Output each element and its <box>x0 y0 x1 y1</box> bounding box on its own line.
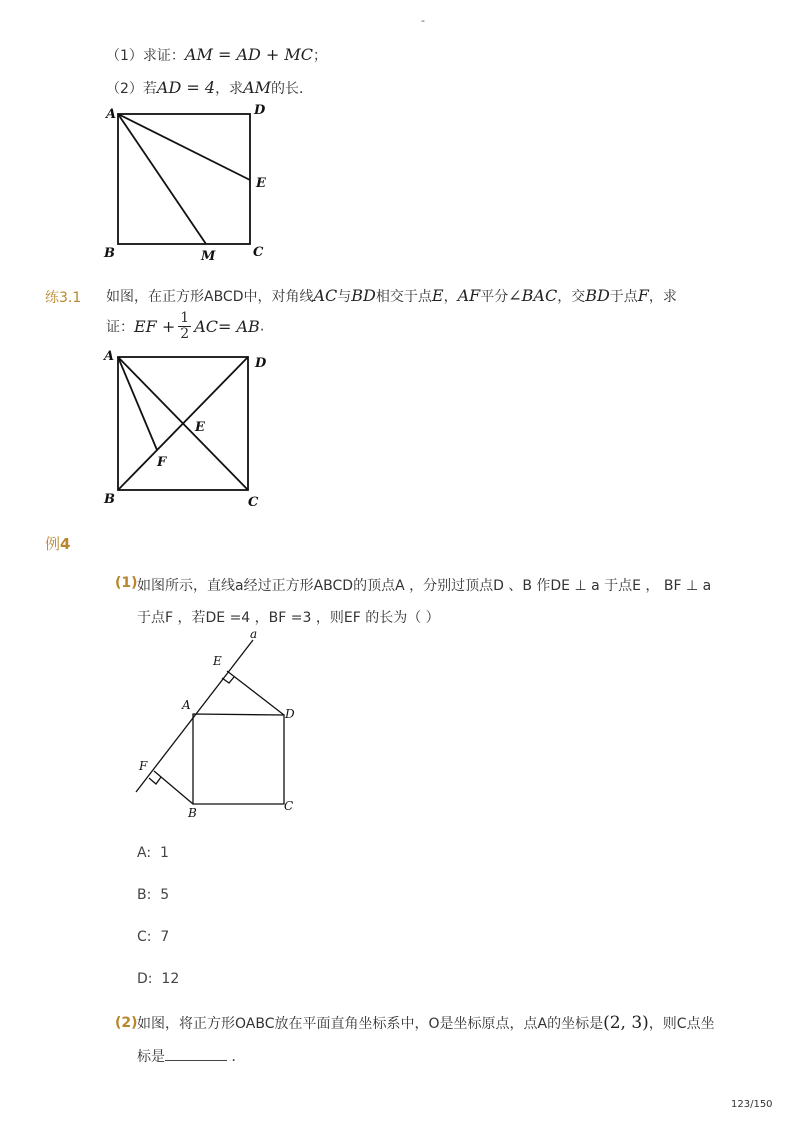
segment-am <box>118 114 206 244</box>
p2-text-1: 证： <box>106 319 134 336</box>
label-a: A <box>106 107 117 122</box>
label-c-2: C <box>248 495 259 510</box>
practice-line-1 <box>106 286 677 306</box>
option-b-value: 5 <box>160 887 170 903</box>
option-c-value: 7 <box>160 929 170 945</box>
option-d-key: D: <box>137 971 153 987</box>
segment-bf <box>154 771 193 804</box>
label-line-a: a <box>250 627 258 641</box>
example-label <box>45 533 70 554</box>
p2-math-2: AC= AB <box>194 317 260 336</box>
label-b: B <box>104 246 115 261</box>
q2-math-1: AD = 4 <box>156 78 216 97</box>
label-b-2: B <box>104 492 115 507</box>
fraction-one-half <box>178 311 191 342</box>
option-a-value: 1 <box>159 845 169 861</box>
label-a-3: A <box>182 698 191 712</box>
option-b[interactable] <box>137 887 169 903</box>
q2-line-1-text: 如图，将正方形OABC放在平面直角坐标系中，O是坐标原点，点A的坐标是 <box>137 1016 604 1032</box>
q2-line-2 <box>137 1046 245 1066</box>
p-math-4: AF <box>457 286 481 305</box>
p-text-2: 与 <box>337 289 352 305</box>
label-f-2: F <box>157 455 167 470</box>
p2-math-1: EF + <box>134 317 176 336</box>
line-a <box>136 640 253 792</box>
label-d-3: D <box>285 707 295 721</box>
q1-prefix: （1）求证： <box>106 48 185 64</box>
practice-line-2 <box>106 311 264 342</box>
option-d-value: 12 <box>161 971 180 987</box>
p-text-8: ，求 <box>648 289 677 305</box>
p-text-5: 平分 <box>480 289 509 305</box>
p-text-4: ， <box>443 289 458 305</box>
q2-coordinate: (2, 3) <box>603 1013 649 1033</box>
label-e: E <box>256 176 266 191</box>
header-mark: - <box>421 14 425 27</box>
p-math-5: ∠BAC <box>508 286 558 305</box>
label-c: C <box>253 245 264 260</box>
p-text-7: 于点 <box>609 289 638 305</box>
p-math-1: AC <box>313 286 338 305</box>
q2-line-1-end: ，则C点坐 <box>648 1016 715 1032</box>
example-label-num: 4 <box>60 535 71 553</box>
label-b-3: B <box>188 806 197 820</box>
segment-de <box>227 671 284 715</box>
q1-line-1: 如图所示，直线a经过正方形ABCD的顶点A ，分别过顶点D 、B 作DE ⊥ a 于点E ， BF ⊥ a <box>137 578 712 594</box>
practice-label: 练3.1 <box>45 290 82 306</box>
q1-suffix: ； <box>313 48 328 64</box>
label-f-3: F <box>139 759 148 773</box>
q2-math-2: AM <box>243 78 271 97</box>
p-math-6: BD <box>585 286 610 305</box>
figure-square-diagonals <box>118 357 248 490</box>
p-math-7: F <box>637 286 649 305</box>
q2-mid: ，求 <box>215 81 244 97</box>
label-e-2: E <box>195 420 205 435</box>
square-abcd <box>118 114 250 244</box>
p-math-3: E <box>431 286 444 305</box>
square-abcd-3 <box>193 714 284 804</box>
option-b-key: B: <box>137 887 152 903</box>
option-c-key: C: <box>137 929 152 945</box>
right-angle-f <box>149 777 161 784</box>
p2-text-2: . <box>259 318 265 335</box>
page-number: 123/150 <box>731 1099 773 1110</box>
p-math-2: BD <box>351 286 376 305</box>
answer-blank[interactable] <box>165 1048 227 1061</box>
q2-line-1 <box>137 1013 715 1033</box>
p-text-1: 如图，在正方形ABCD中，对角线 <box>106 289 314 305</box>
q2-prefix: （2）若 <box>106 81 157 97</box>
q2-line-2-end: ． <box>231 1049 246 1065</box>
label-m: M <box>201 249 216 264</box>
q1-line-2: 于点F ，若DE =4 ，BF =3 ，则EF 的长为（ ） <box>137 610 440 626</box>
fraction-numerator: 1 <box>180 310 190 326</box>
fraction-denominator: 2 <box>180 326 190 342</box>
p-text-3: 相交于点 <box>375 289 432 305</box>
figure-line-square <box>136 640 284 804</box>
q2-suffix: 的长． <box>271 81 313 97</box>
label-a-2: A <box>104 349 115 364</box>
label-d-2: D <box>255 356 267 371</box>
option-a-key: A: <box>137 845 152 861</box>
option-c[interactable] <box>137 929 169 945</box>
q2-line-2-text: 标是 <box>137 1049 165 1065</box>
p-text-6: ，交 <box>557 289 586 305</box>
q2-number: (2) <box>115 1015 138 1031</box>
label-e-3: E <box>213 654 222 668</box>
segment-af <box>118 357 157 450</box>
label-d: D <box>254 103 266 118</box>
option-a[interactable] <box>137 845 169 861</box>
option-d[interactable] <box>137 971 179 987</box>
segment-ae <box>118 114 250 180</box>
q1-math: AM = AD + MC <box>184 45 314 64</box>
q1-number: (1) <box>115 575 138 591</box>
example-label-prefix: 例 <box>45 535 61 553</box>
label-c-3: C <box>284 799 294 813</box>
